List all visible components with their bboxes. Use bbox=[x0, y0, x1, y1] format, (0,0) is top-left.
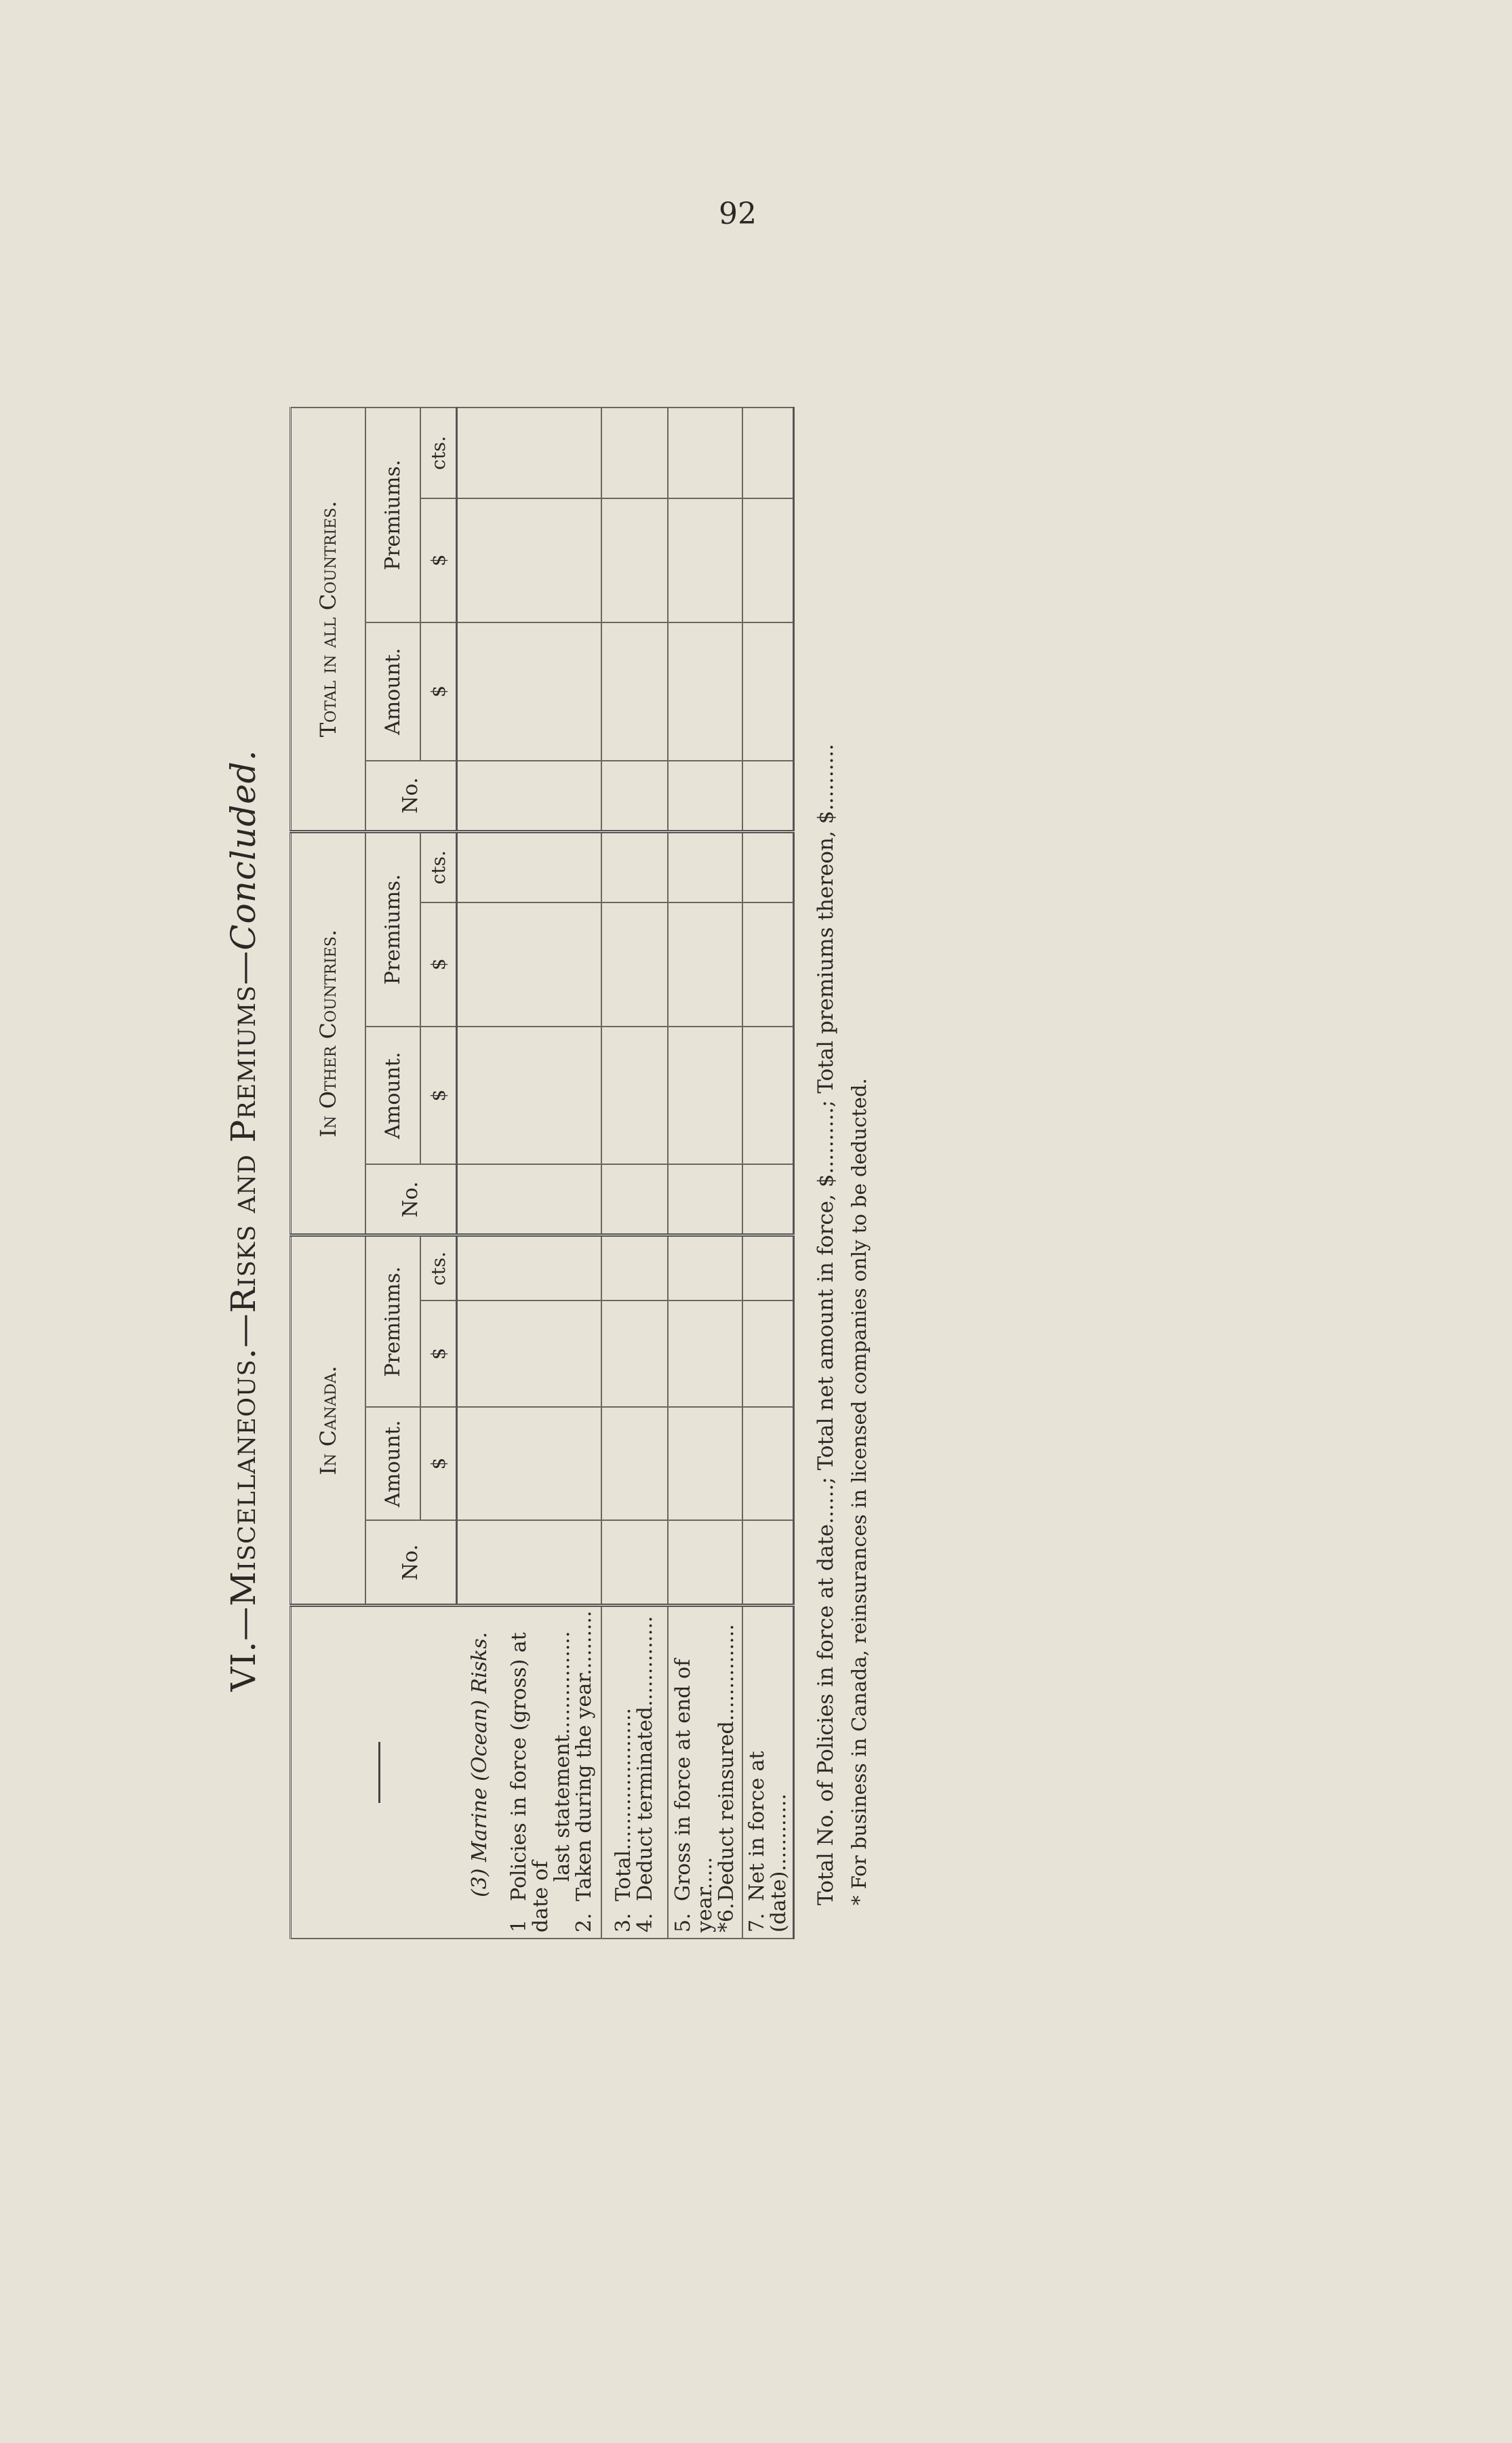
unit-cts: cts. bbox=[420, 831, 457, 902]
col-no-all: No. bbox=[365, 761, 457, 832]
col-premiums-all: Premiums. bbox=[365, 408, 420, 622]
rotated-sheet bbox=[224, 373, 1241, 2068]
section-label: (3) Marine (Ocean) Risks. bbox=[457, 1606, 503, 1939]
risks-premiums-table bbox=[290, 407, 795, 1939]
group-canada: In Canada. bbox=[291, 1235, 365, 1606]
footer-totals-line: Total No. of Policies in force at date......; Total net amount in force, $..........; Total premiums thereon, $.......... bbox=[814, 744, 838, 1905]
page-number: 92 bbox=[719, 197, 757, 231]
unit-dollar: $ bbox=[420, 1407, 457, 1520]
page-title bbox=[224, 373, 263, 2068]
col-amount-other: Amount. bbox=[365, 1027, 420, 1165]
unit-cts: cts. bbox=[420, 1235, 457, 1300]
unit-cts: cts. bbox=[420, 408, 457, 498]
col-no-other: No. bbox=[365, 1164, 457, 1235]
title-suffix: Concluded. bbox=[224, 749, 263, 951]
unit-dollar: $ bbox=[420, 1027, 457, 1165]
group-all-countries: Total in all Countries. bbox=[291, 408, 365, 831]
unit-dollar: $ bbox=[420, 498, 457, 622]
row-5-6-label: 5.Gross in force at end of year..... *6.Deduct reinsured............... bbox=[668, 1606, 743, 1939]
footnote: * For business in Canada, reinsurances in licensed companies only to be deducted. bbox=[848, 1078, 871, 1905]
row-3-4-label: 3.Total...................... 4.Deduct terminated.............. bbox=[601, 1606, 667, 1939]
unit-dollar: $ bbox=[420, 1300, 457, 1407]
row-1-label: 1Policies in force (gross) at date of last statement................ 2.Taken during the year.......... bbox=[503, 1606, 602, 1939]
label-header bbox=[291, 1606, 457, 1939]
row-7-label: 7.Net in force at (date)............ bbox=[742, 1606, 793, 1939]
col-amount-all: Amount. bbox=[365, 622, 420, 761]
col-premiums-canada: Premiums. bbox=[365, 1235, 420, 1407]
col-no-canada: No. bbox=[365, 1520, 457, 1605]
group-other-countries: In Other Countries. bbox=[291, 831, 365, 1235]
unit-dollar: $ bbox=[420, 902, 457, 1027]
header-dash bbox=[378, 1742, 380, 1803]
unit-dollar: $ bbox=[420, 622, 457, 761]
title-main: VI.—Miscellaneous.—Risks and Premiums— bbox=[224, 950, 263, 1692]
col-premiums-other: Premiums. bbox=[365, 831, 420, 1026]
col-amount-canada: Amount. bbox=[365, 1407, 420, 1520]
